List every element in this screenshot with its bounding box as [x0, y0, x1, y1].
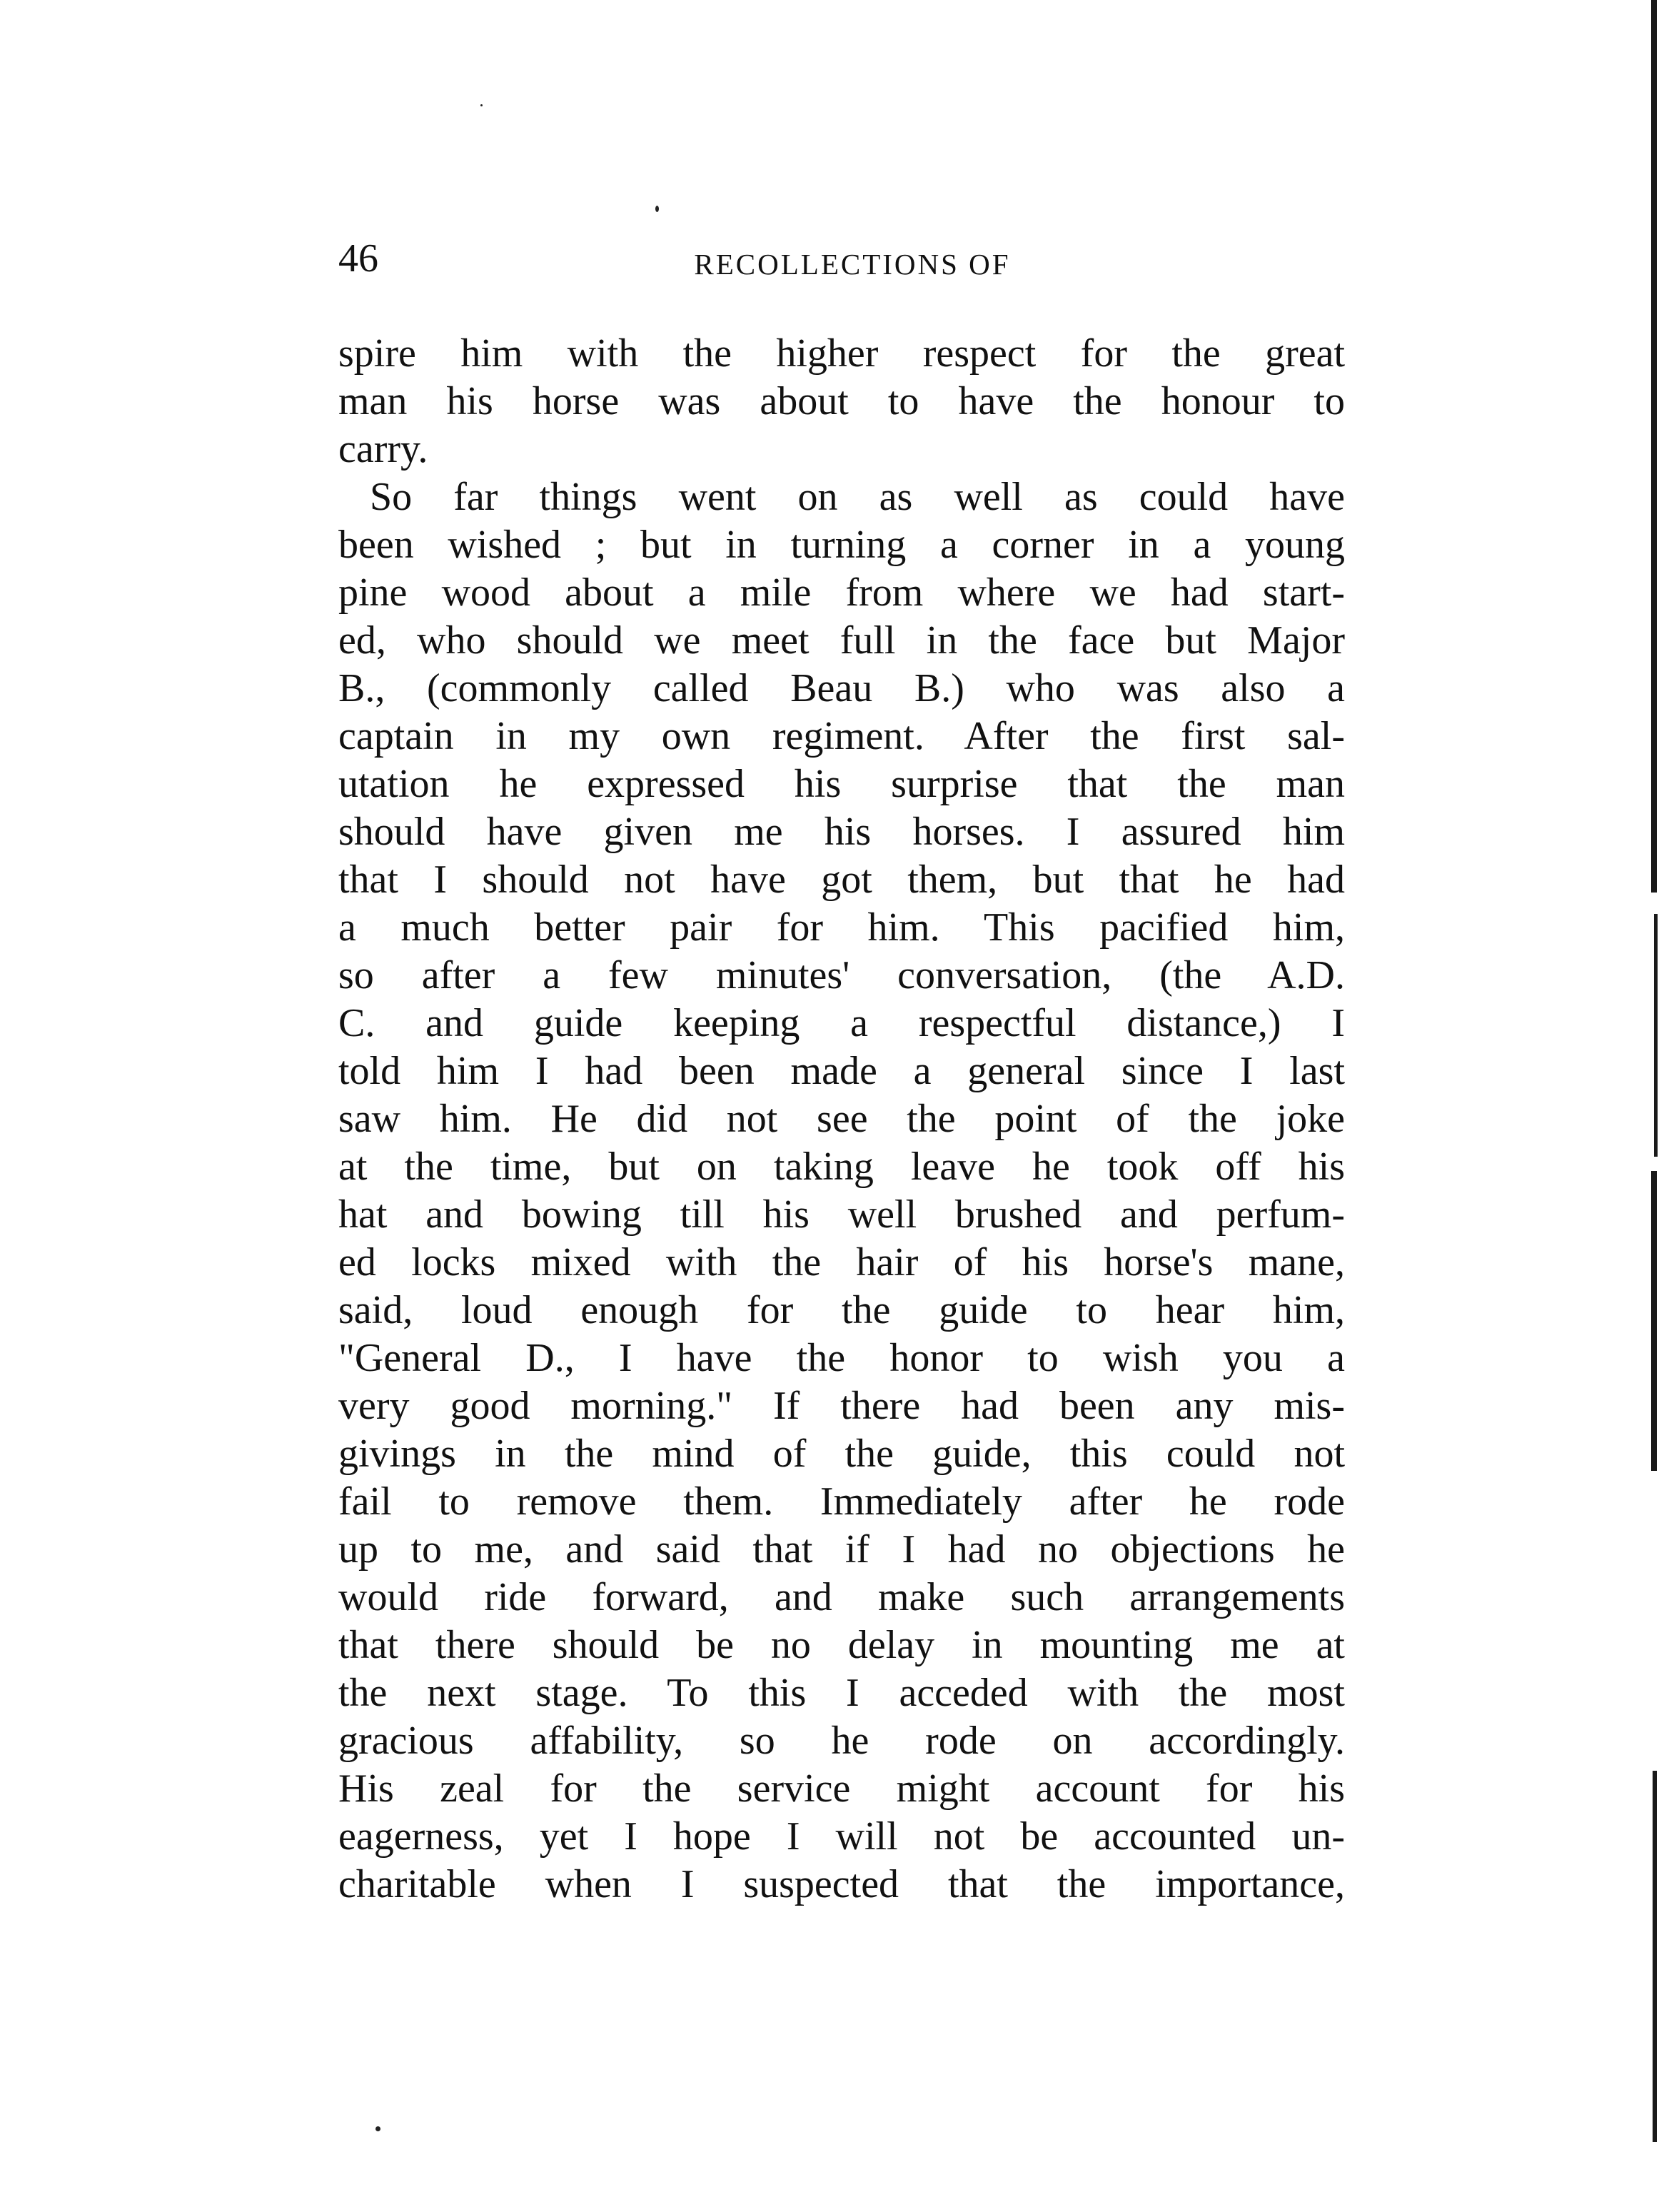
- text-line: carry.: [338, 427, 428, 471]
- binding-edge-segment: [1653, 1771, 1657, 2142]
- text-line: should have given me his horses. I assured him: [338, 810, 1345, 854]
- text-line: gracious affability, so he rode on accordingly.: [338, 1719, 1345, 1763]
- text-line: spire him with the higher respect for the great: [338, 331, 1345, 376]
- text-line: His zeal for the service might account for his: [338, 1766, 1345, 1811]
- scan-speck: [480, 104, 483, 106]
- text-line: at the time, but on taking leave he took off his: [338, 1145, 1345, 1189]
- text-line: said, loud enough for the guide to hear him,: [338, 1288, 1345, 1332]
- text-line: ed, who should we meet full in the face but Major: [338, 618, 1345, 663]
- binding-edge-segment: [1651, 0, 1657, 893]
- page-header: [338, 230, 1345, 287]
- text-line: been wished ; but in turning a corner in a young: [338, 523, 1345, 567]
- text-line: so after a few minutes' conversation, (the A.D.: [338, 953, 1345, 997]
- text-line: up to me, and said that if I had no objections he: [338, 1527, 1345, 1572]
- scan-speck: [375, 2126, 380, 2131]
- text-line: givings in the mind of the guide, this could not: [338, 1432, 1345, 1476]
- text-line: C. and guide keeping a respectful distance,) I: [338, 1001, 1345, 1045]
- text-line: hat and bowing till his well brushed and perfum-: [338, 1192, 1345, 1237]
- running-title: RECOLLECTIONS OF: [694, 248, 1011, 281]
- text-line: saw him. He did not see the point of the joke: [338, 1097, 1345, 1141]
- text-line: that I should not have got them, but that he had: [338, 858, 1345, 902]
- text-line: "General D., I have the honor to wish you a: [338, 1336, 1345, 1380]
- binding-edge-segment: [1651, 1171, 1657, 1471]
- text-line: the next stage. To this I acceded with the most: [338, 1671, 1345, 1715]
- scan-speck: [655, 206, 659, 212]
- body-text: [338, 330, 1345, 1909]
- text-line: ed locks mixed with the hair of his horse's mane,: [338, 1240, 1345, 1285]
- text-line: that there should be no delay in mounting me at: [338, 1623, 1345, 1667]
- text-line: man his horse was about to have the honour to: [338, 379, 1345, 423]
- text-line: a much better pair for him. This pacified him,: [338, 905, 1345, 950]
- page-number: 46: [338, 236, 378, 281]
- text-line: would ride forward, and make such arrangements: [338, 1575, 1345, 1619]
- text-line: So far things went on as well as could have: [370, 475, 1345, 519]
- binding-edge-segment: [1654, 914, 1658, 1157]
- text-line: captain in my own regiment. After the first sal-: [338, 714, 1345, 758]
- binding-edge: [1648, 0, 1664, 2212]
- text-line: eagerness, yet I hope I will not be accounted un-: [338, 1814, 1345, 1859]
- text-line: utation he expressed his surprise that the man: [338, 762, 1345, 806]
- text-line: pine wood about a mile from where we had start-: [338, 570, 1345, 615]
- text-line: very good morning." If there had been any mis-: [338, 1384, 1345, 1428]
- text-line: charitable when I suspected that the importance,: [338, 1862, 1345, 1906]
- text-line: B., (commonly called Beau B.) who was also a: [338, 666, 1345, 710]
- text-line: told him I had been made a general since I last: [338, 1049, 1345, 1093]
- text-line: fail to remove them. Immediately after he rode: [338, 1479, 1345, 1524]
